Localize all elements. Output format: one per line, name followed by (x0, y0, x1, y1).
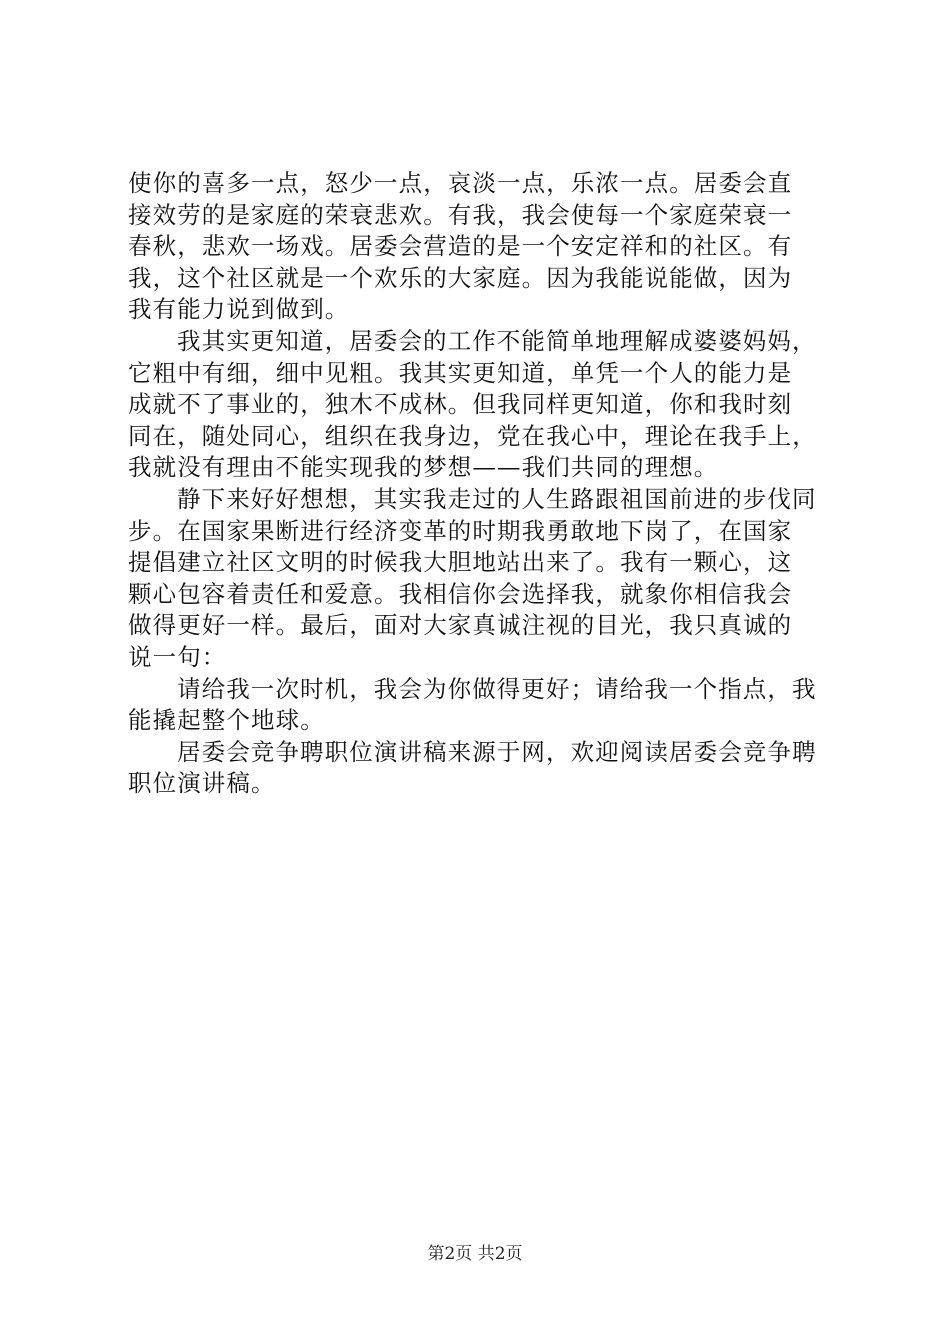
paragraph-3-line-3: 提倡建立社区文明的时候我大胆地站出来了。我有一颗心，这 (128, 548, 793, 577)
paragraph-2-line-5: 我就没有理由不能实现我的梦想——我们共同的理想。 (128, 453, 719, 482)
paragraph-5-line-1: 居委会竞争聘职位演讲稿来源于网，欢迎阅读居委会竞争聘 (177, 737, 817, 766)
paragraph-1-line-5: 我有能力说到做到。 (128, 295, 350, 324)
page-number-footer: 第2页 共2页 (427, 1244, 523, 1264)
paragraph-1-line-1: 使你的喜多一点，怒少一点，哀淡一点，乐浓一点。居委会直 (128, 169, 793, 197)
paragraph-3-line-4: 颗心包容着责任和爱意。我相信你会选择我，就象你相信我会 (128, 579, 793, 608)
paragraph-3-line-6: 说一句： (128, 642, 227, 671)
document-body (128, 168, 836, 800)
paragraph-1-line-3: 春秋，悲欢一场戏。居委会营造的是一个安定祥和的社区。有 (128, 232, 793, 261)
paragraph-2-line-4: 同在，随处同心，组织在我身边，党在我心中，理论在我手上， (128, 421, 817, 450)
paragraph-1-line-2: 接效劳的是家庭的荣衰悲欢。有我，我会使每一个家庭荣衰一 (128, 200, 793, 229)
paragraph-3-line-5: 做得更好一样。最后，面对大家真诚注视的目光，我只真诚的 (128, 611, 793, 640)
paragraph-2-line-2: 它粗中有细，细中见粗。我其实更知道，单凭一个人的能力是 (128, 358, 793, 387)
paragraph-4-line-2: 能撬起整个地球。 (128, 706, 325, 735)
paragraph-2-line-3: 成就不了事业的，独木不成林。但我同样更知道，你和我时刻 (128, 390, 793, 419)
paragraph-2-line-1: 我其实更知道，居委会的工作不能简单地理解成婆婆妈妈， (177, 326, 817, 355)
paragraph-3-line-1: 静下来好好想想，其实我走过的人生路跟祖国前进的步伐同 (177, 484, 817, 513)
paragraph-3-line-2: 步。在国家果断进行经济变革的时期我勇敢地下岗了，在国家 (128, 516, 793, 545)
paragraph-4-line-1: 请给我一次时机，我会为你做得更好；请给我一个指点，我 (177, 674, 817, 703)
paragraph-1-line-4: 我，这个社区就是一个欢乐的大家庭。因为我能说能做，因为 (128, 263, 793, 292)
paragraph-5-line-2: 职位演讲稿。 (128, 769, 276, 798)
